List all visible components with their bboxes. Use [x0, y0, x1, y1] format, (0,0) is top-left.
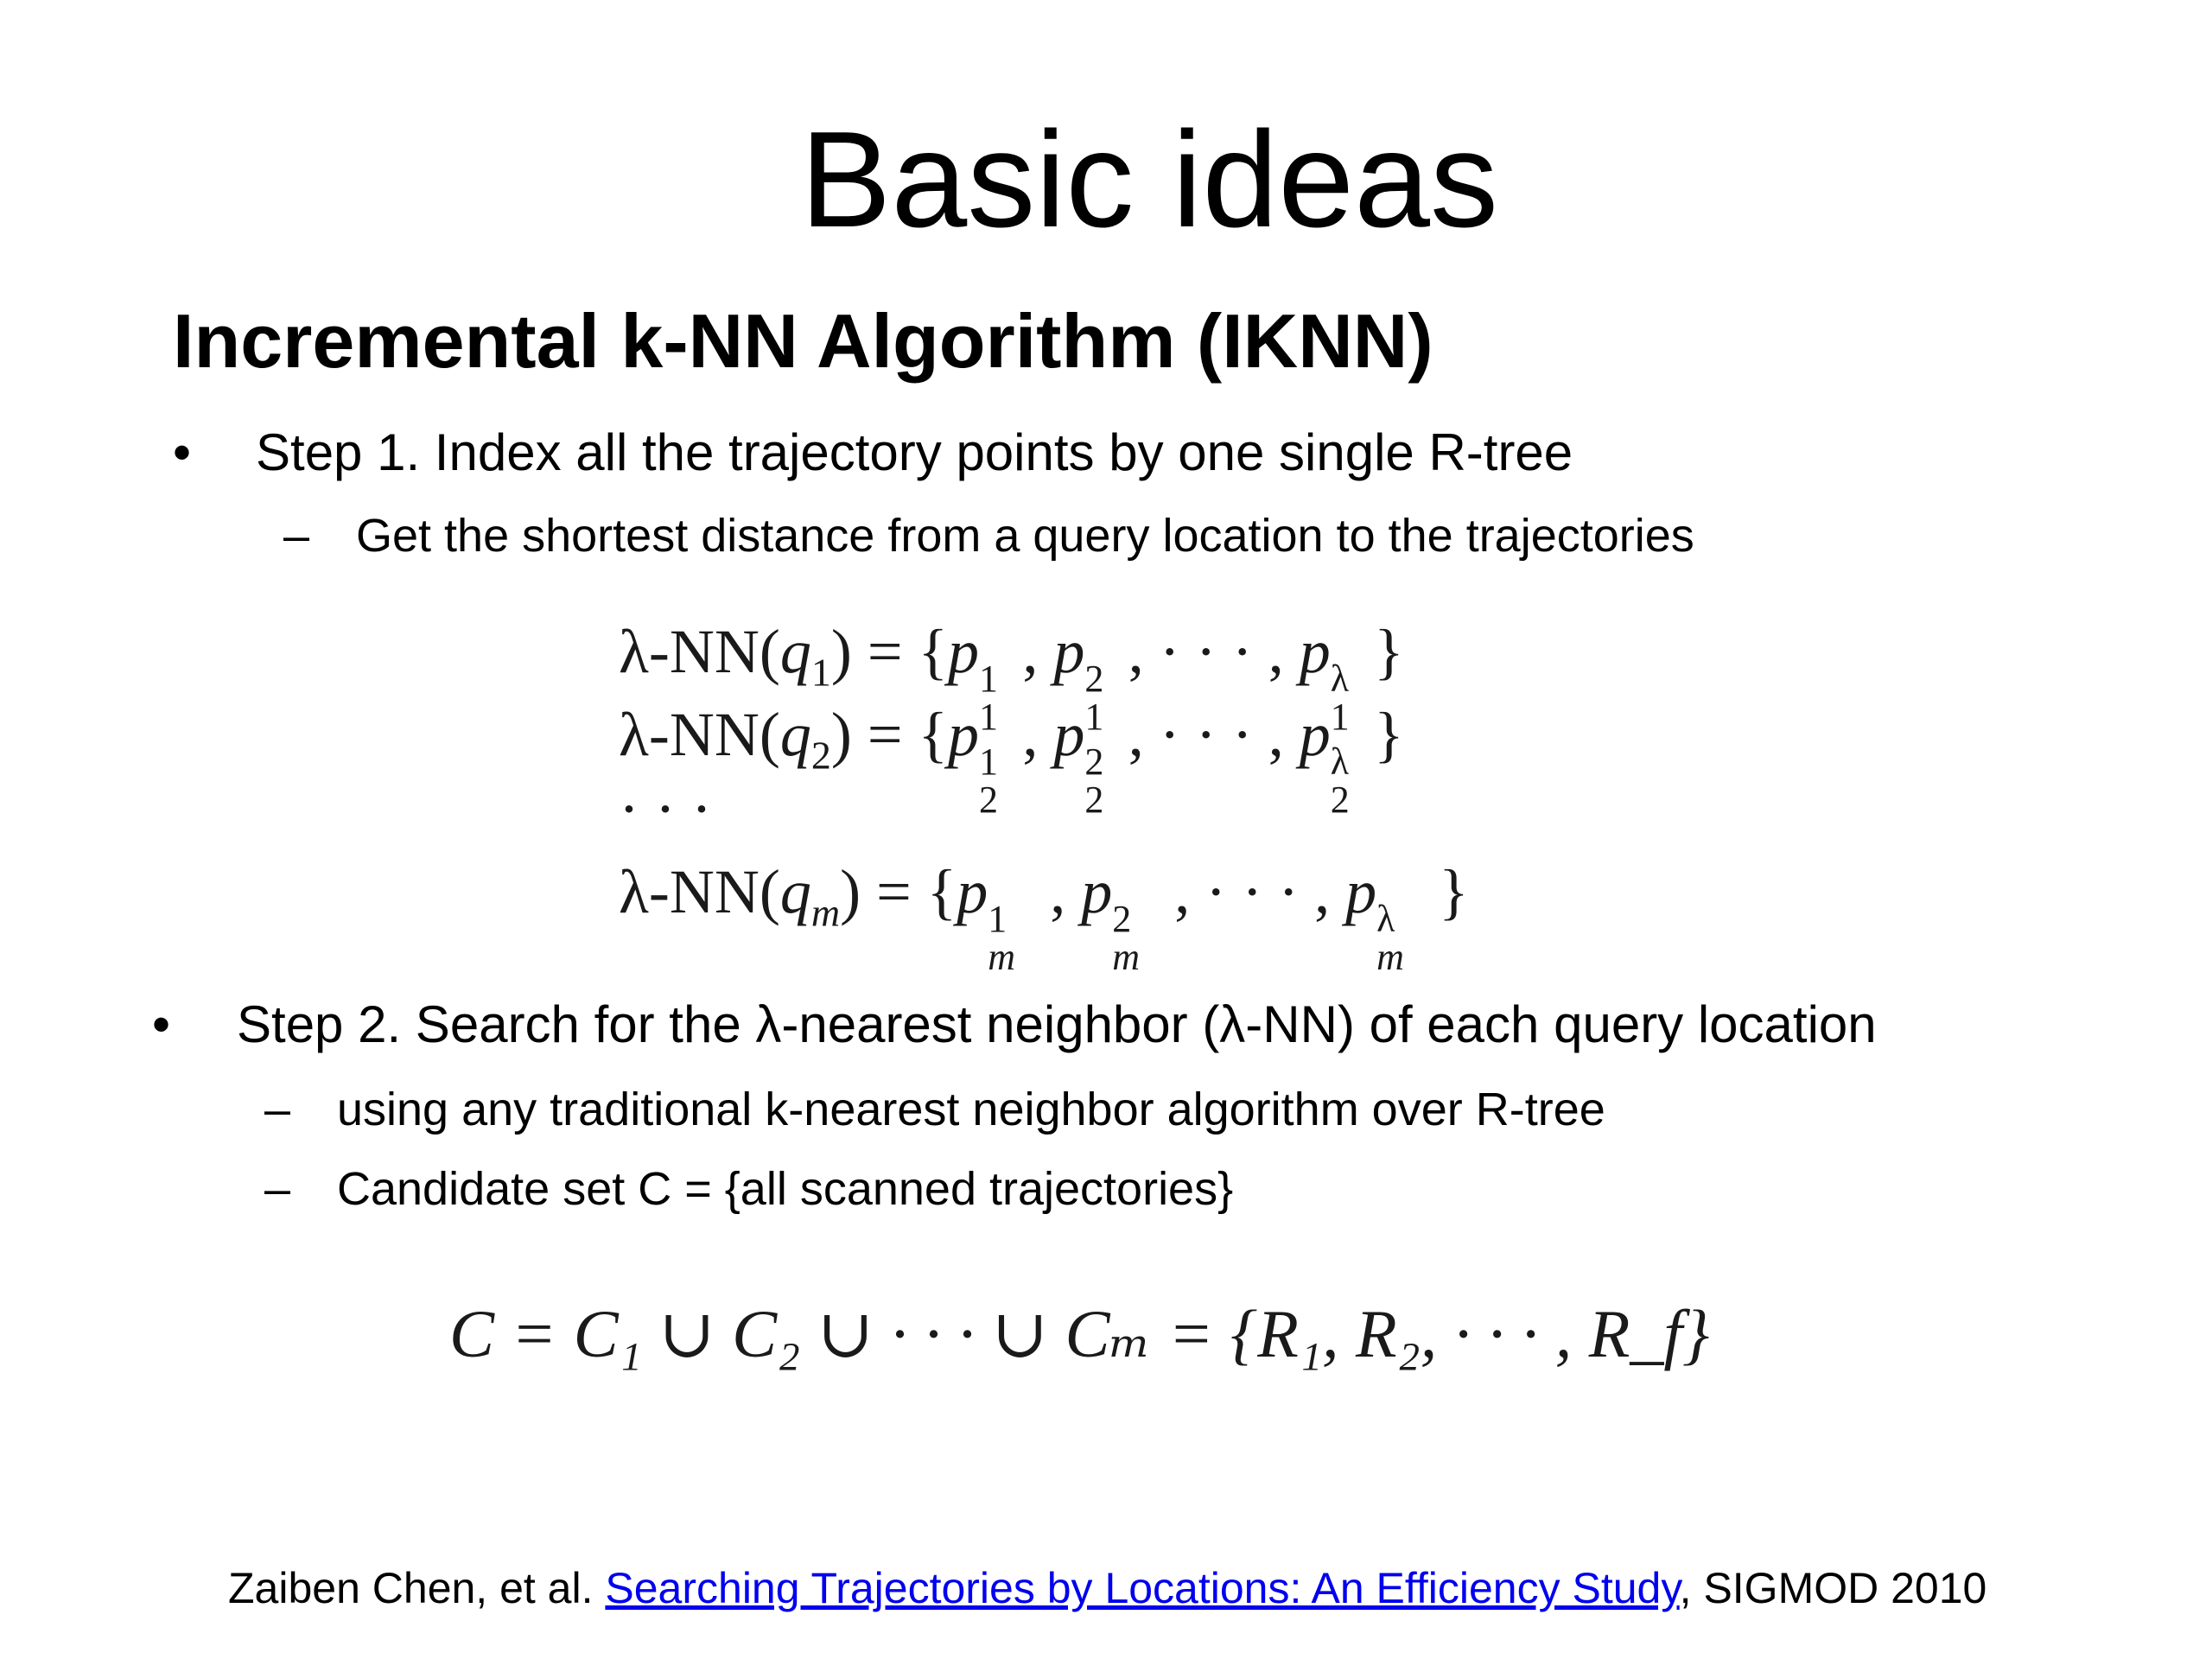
equation-vdots: · · · — [619, 774, 712, 843]
citation-venue: , SIGMOD 2010 — [1679, 1564, 1987, 1612]
step1-text: Step 1. Index all the trajectory points by one single R-tree — [256, 423, 1573, 481]
equation-nn-qm: $\lambda-NN(q_m) = \{p$ 1 m , p 2 m , · · · , p λ m } — [619, 857, 1469, 978]
bullet-step2: • — [152, 995, 171, 1053]
step2-text: Step 2. Search for the λ-nearest neighbor (λ-NN) of each query location — [237, 995, 1877, 1053]
dash-step2-sub2: – — [264, 1163, 291, 1215]
equation-nn-q1: $\lambda-NN(q_1) = \{p$ 1 1 , p 2 1 , · · · , p λ 1 } — [619, 617, 1404, 738]
citation-link[interactable]: Searching Trajectories by Locations: An Efficiency Study — [605, 1564, 1680, 1612]
slide-title: Basic ideas — [800, 104, 1498, 256]
bullet-step1: • — [173, 423, 192, 481]
step2-sub-2: Candidate set C = {all scanned trajectories} — [337, 1163, 1234, 1215]
citation-author: Zaiben Chen, et al. — [228, 1564, 606, 1612]
equation-union: C = C₁ ∪ C₂ ∪ · · · ∪ Cₘ = {R₁, R₂, · · · , R_f} — [449, 1296, 1710, 1371]
slide-subtitle: Incremental k-NN Algorithm (IKNN) — [173, 298, 1433, 384]
citation — [228, 1560, 1986, 1616]
dash-step2-sub1: – — [264, 1084, 291, 1135]
step2-sub-1: using any traditional k-nearest neighbor algorithm over R-tree — [337, 1084, 1605, 1135]
step1-sub-1: Get the shortest distance from a query location to the trajectories — [356, 510, 1694, 562]
equation-nn-q2: $\lambda-NN(q_2) = \{p$ 1 2 , p 2 2 , · · · , p λ 2 } — [619, 700, 1404, 821]
dash-step1-sub: – — [283, 510, 310, 562]
